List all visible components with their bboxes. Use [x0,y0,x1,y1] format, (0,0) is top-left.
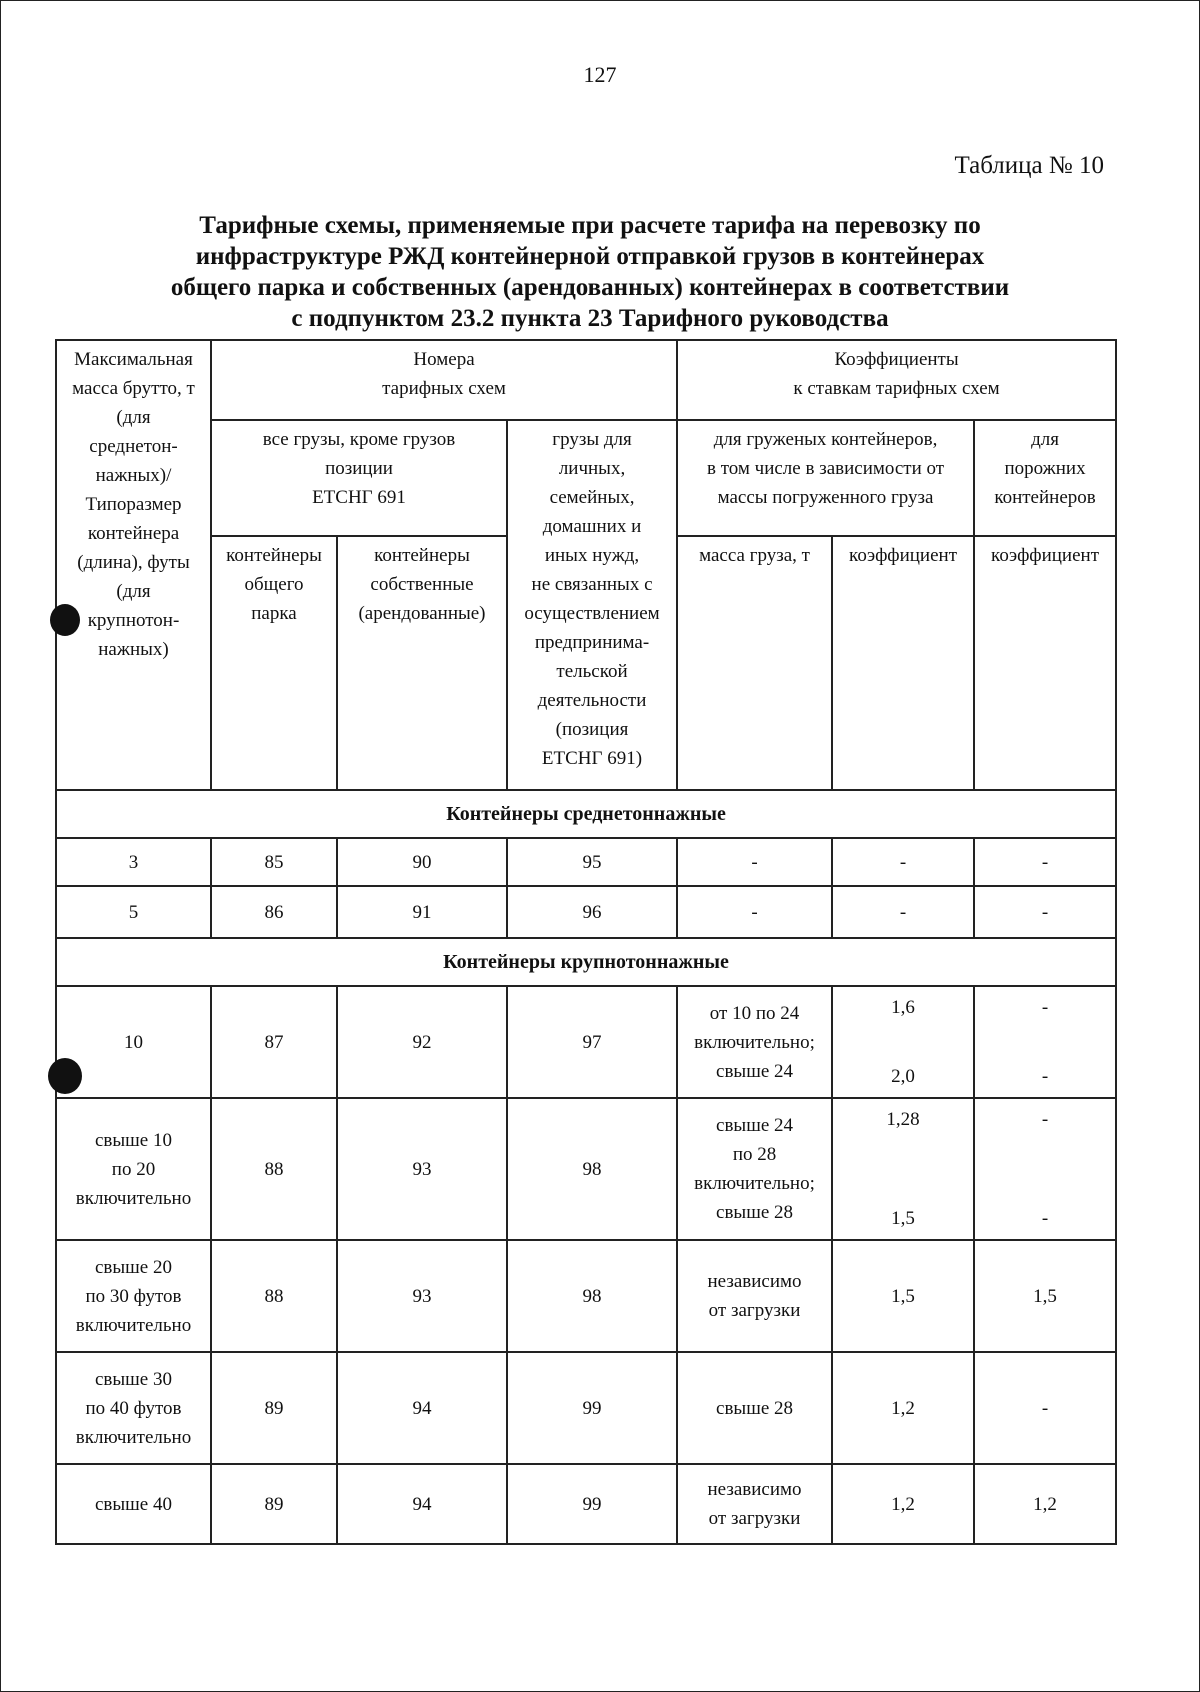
cell-cargo-mass [677,886,832,938]
header-line: контейнеров [994,487,1096,508]
header-personal-goods [507,420,677,790]
cell-line: - [1041,1066,1049,1087]
cell-line: свыше 28 [716,1397,794,1419]
table-row [56,1352,1116,1464]
cell-own: 93 [337,1240,507,1352]
cell-coeff-empty [974,886,1116,938]
header-line: среднетон- [89,436,178,457]
section-row [56,790,1116,838]
cell-coeff-empty [974,1464,1116,1544]
header-coeff-empty: коэффициент [974,536,1116,790]
cell-mass [56,886,211,938]
cell-cargo-mass [677,838,832,886]
cell-common-park: 87 [211,986,337,1098]
header-all-goods [211,420,507,536]
cell-line: - [1041,997,1049,1018]
table-row [56,986,1116,1098]
cell-line: включительно [75,1314,192,1336]
cell-line: от загрузки [708,1300,801,1321]
cell-own: 93 [337,1098,507,1240]
cell-line: по 30 футов [85,1285,182,1307]
cell-personal: 98 [507,1098,677,1240]
cell-line: 5 [128,901,139,923]
header-line: контейнера [87,523,180,544]
cell-line: от 10 по 24 [709,1002,800,1024]
cell-personal: 96 [507,886,677,938]
cell-line: - [751,901,758,923]
cell-own: 91 [337,886,507,938]
cell-line: свыше 24 [716,1115,794,1136]
cell-mass [56,1464,211,1544]
cell-coeff [832,1240,974,1352]
section-row [56,938,1116,986]
cell-line: включительно [75,1187,192,1209]
cell-line: независимо [707,1271,802,1292]
cell-line: 1,5 [891,1285,915,1307]
title-line: инфраструктуре РЖД контейнерной отправкой грузов в контейнерах [195,243,985,270]
header-line: тарифных схем [382,378,506,399]
header-line: крупнотон- [87,610,180,631]
punch-hole-mark [50,604,80,636]
cell-line: - [1041,851,1049,873]
cell-mass [56,1240,211,1352]
cell-own: 94 [337,1352,507,1464]
header-line: деятельности [537,690,647,711]
cell-line: свыше 10 [95,1129,172,1151]
table-number: Таблица № 10 [954,152,1104,179]
header-line: парка [251,603,297,624]
section-title: Контейнеры среднетоннажные [56,790,1116,838]
cell-coeff [832,886,974,938]
cell-common-park: 88 [211,1240,337,1352]
header-line: (арендованные) [358,603,486,624]
header-line: Максимальная [74,349,193,370]
cell-line: свыше 30 [95,1368,172,1390]
table-row [56,886,1116,938]
cell-cargo-mass [677,1352,832,1464]
cell-line: - [899,851,907,873]
header-tariff-numbers [211,340,677,420]
cell-common-park: 88 [211,1098,337,1240]
cell-line: включительно; [694,1031,815,1053]
header-line: домашних и [542,516,642,537]
title-line: с подпунктом 23.2 пункта 23 Тарифного руководства [291,305,889,332]
header-line: осуществлением [524,603,660,624]
cell-line: 1,2 [1033,1493,1057,1515]
cell-line: 10 [124,1031,143,1053]
header-line: нажных)/ [95,465,172,486]
cell-mass [56,1352,211,1464]
cell-line: - [1041,1208,1049,1229]
cell-line: 1,2 [891,1397,915,1419]
header-max-mass [56,340,211,790]
cell-coeff-empty [974,1240,1116,1352]
cell-line: 1,5 [891,1208,915,1229]
cell-personal: 98 [507,1240,677,1352]
header-line: для груженых контейнеров, [713,429,938,450]
cell-line: - [751,851,758,873]
header-line: личных, [558,458,626,479]
cell-line: - [1041,1397,1049,1419]
cell-personal: 95 [507,838,677,886]
cell-personal: 99 [507,1352,677,1464]
header-line: (для [116,581,151,602]
cell-line: свыше 24 [716,1060,794,1082]
title-line: общего парка и собственных (арендованных) контейнерах в соответствии [170,274,1010,301]
header-coeff: коэффициент [832,536,974,790]
cell-line: по 40 футов [85,1397,182,1419]
cell-coeff-empty [974,1098,1116,1240]
header-line: массы погруженного груза [717,487,934,508]
table-row [56,1240,1116,1352]
cell-cargo-mass [677,986,832,1098]
cell-cargo-mass [677,1098,832,1240]
header-line: нажных) [98,639,169,660]
tariff-table [55,339,1117,1545]
cell-personal: 99 [507,1464,677,1544]
cell-own: 92 [337,986,507,1098]
cell-own: 90 [337,838,507,886]
cell-personal: 97 [507,986,677,1098]
header-line: семейных, [549,487,635,508]
cell-coeff [832,1464,974,1544]
header-empty [974,420,1116,536]
header-line: к ставкам тарифных схем [793,378,1000,399]
header-line: (позиция [555,719,629,740]
cell-own: 94 [337,1464,507,1544]
header-line: Номера [413,349,475,370]
cell-line: 1,6 [891,997,915,1018]
cell-coeff-empty [974,1352,1116,1464]
section-title: Контейнеры крупнотоннажные [56,938,1116,986]
header-line: Коэффициенты [834,349,959,370]
cell-common-park: 85 [211,838,337,886]
cell-line: - [1041,1109,1049,1130]
header-line: не связанных с [531,574,653,595]
table-row [56,1464,1116,1544]
header-line: контейнеры [226,545,322,566]
cell-line: независимо [707,1479,802,1500]
cell-line: по 28 [732,1144,777,1165]
cell-coeff-empty [974,986,1116,1098]
header-line: грузы для [552,429,632,450]
header-line: (для [116,407,151,428]
cell-line: - [899,901,907,923]
header-line: предпринима- [534,632,650,653]
cell-line: от загрузки [708,1508,801,1529]
header-line: иных нужд, [544,545,640,566]
cell-common-park: 89 [211,1352,337,1464]
header-line: в том числе в зависимости от [706,458,945,479]
header-line: Типоразмер [85,494,182,515]
header-line: порожних [1004,458,1086,479]
header-cargo-mass: масса груза, т [677,536,832,790]
header-common-park [211,536,337,790]
cell-line: свыше 28 [716,1202,794,1223]
header-line: позиции [325,458,393,479]
cell-line: 2,0 [891,1066,915,1087]
title-line: Тарифные схемы, применяемые при расчете тарифа на перевозку по [199,212,981,239]
header-line: общего [244,574,304,595]
cell-coeff [832,1352,974,1464]
cell-line: 1,5 [1033,1285,1057,1307]
header-line: ЕТСНГ 691) [541,748,643,769]
header-line: тельской [556,661,628,682]
cell-line: включительно [75,1426,192,1448]
header-line: все грузы, кроме грузов [262,429,456,450]
cell-line: 1,2 [891,1493,915,1515]
cell-common-park: 89 [211,1464,337,1544]
cell-coeff [832,986,974,1098]
cell-coeff-empty [974,838,1116,886]
cell-mass [56,838,211,886]
cell-cargo-mass [677,1464,832,1544]
page-number: 127 [583,62,617,87]
cell-coeff [832,1098,974,1240]
punch-hole-mark [48,1058,82,1094]
cell-line: по 20 [111,1158,156,1180]
cell-line: свыше 20 [95,1256,172,1278]
cell-line: 1,28 [886,1109,920,1130]
cell-common-park: 86 [211,886,337,938]
header-own [337,536,507,790]
table-row [56,1098,1116,1240]
table-row [56,838,1116,886]
cell-line: 3 [128,851,139,873]
cell-mass [56,1098,211,1240]
header-line: контейнеры [374,545,470,566]
table-title [120,210,1060,334]
header-line: ЕТСНГ 691 [312,487,406,508]
header-loaded [677,420,974,536]
cell-line: включительно; [694,1173,815,1194]
header-coefficients [677,340,1116,420]
cell-line: свыше 40 [95,1493,172,1515]
header-line: масса брутто, т [72,378,195,399]
header-line: собственные [370,574,474,595]
cell-coeff [832,838,974,886]
cell-cargo-mass [677,1240,832,1352]
cell-line: - [1041,901,1049,923]
header-line: для [1031,429,1059,450]
header-line: (длина), футы [77,552,190,573]
